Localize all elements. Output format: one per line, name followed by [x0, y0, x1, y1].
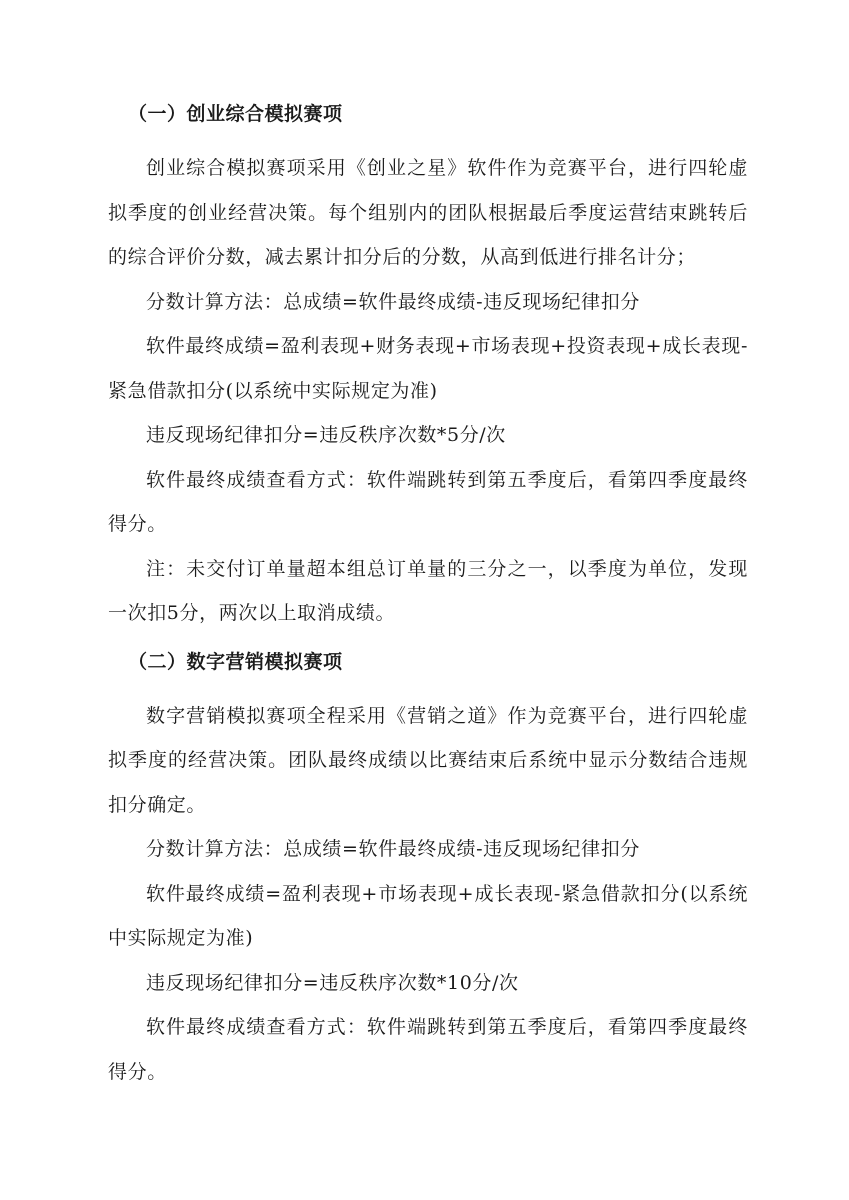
section-heading-2: （二）数字营销模拟赛项	[128, 650, 343, 673]
paragraph: 数字营销模拟赛项全程采用《营销之道》作为竞赛平台，进行四轮虚拟季度的经营决策。团队最终成绩以比赛结束后系统中显示分数结合违规扣分确定。	[108, 704, 748, 816]
paragraph: 软件最终成绩查看方式：软件端跳转到第五季度后，看第四季度最终得分。	[108, 1016, 748, 1083]
paragraph: 软件最终成绩=盈利表现+市场表现+成长表现-紧急借款扣分(以系统中实际规定为准)	[108, 882, 748, 949]
paragraph: 软件最终成绩查看方式：软件端跳转到第五季度后，看第四季度最终得分。	[108, 468, 748, 535]
paragraph: 违反现场纪律扣分=违反秩序次数*10分/次	[146, 971, 519, 994]
paragraph: 注：未交付订单量超本组总订单量的三分之一，以季度为单位，发现一次扣5分，两次以上取消成绩。	[108, 557, 748, 624]
document-page	[108, 92, 748, 1094]
section-heading-1: （一）创业综合模拟赛项	[128, 103, 343, 125]
paragraph: 违反现场纪律扣分=违反秩序次数*5分/次	[146, 424, 506, 446]
paragraph: 创业综合模拟赛项采用《创业之星》软件作为竞赛平台，进行四轮虚拟季度的创业经营决策。每个组别内的团队根据最后季度运营结束跳转后的综合评价分数，减去累计扣分后的分数，从高到低进行排名计分；	[108, 157, 748, 268]
paragraph: 软件最终成绩=盈利表现+财务表现+市场表现+投资表现+成长表现-紧急借款扣分(以系统中实际规定为准)	[108, 335, 748, 402]
paragraph: 分数计算方法：总成绩=软件最终成绩-违反现场纪律扣分	[146, 290, 640, 313]
paragraph: 分数计算方法：总成绩=软件最终成绩-违反现场纪律扣分	[146, 838, 640, 860]
